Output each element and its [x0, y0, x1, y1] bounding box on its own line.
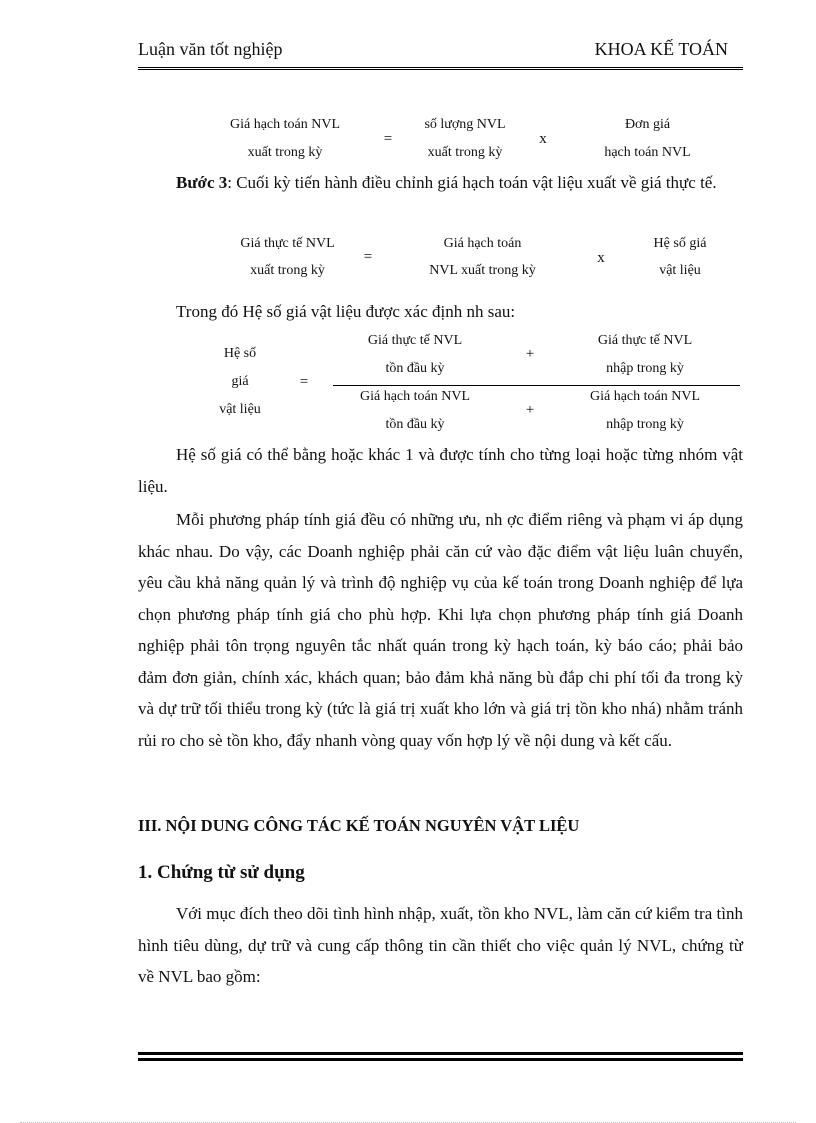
- f2-eq: =: [363, 249, 373, 265]
- f1-lhs-2: xuất trong kỳ: [247, 145, 323, 160]
- step3-text: : Cuối kỳ tiến hành điều chỉnh giá hạch toán vật liệu xuất về giá thực tế.: [227, 173, 717, 192]
- f1-lhs-1: Giá hạch toán NVL: [229, 117, 341, 132]
- f1-a-1: số lượng NVL: [424, 117, 506, 132]
- f3-eq: =: [299, 374, 309, 390]
- f2-a-1: Giá hạch toán: [443, 236, 522, 251]
- paragraph-methods: Mỗi phương pháp tính giá đều có những ưu, nh ợc điểm riêng và phạm vi áp dụng khác nhau. Do vậy, các Doanh nghiệp phải căn cứ vào đặc điểm vật liệu luân chuyển, yêu cầu khả năng quản lý và trình độ nghiệp vụ của kế toán trong Doanh nghiệp để lựa chọn phương pháp tính giá cho phù hợp. Khi lựa chọn phương pháp tính giá Doanh nghiệp phải tôn trọng nguyên tắc nhất quán trong kỳ hạch toán, kỳ báo cáo; phải bảo đảm đơn giản, chính xác, khách quan; bảo đảm khả năng bù đắp chi phí tối đa trong kỳ và dự trữ tối thiểu trong kỳ (tức là giá trị xuất kho lớn và giá trị tồn kho nhá) nhằm tránh rủi ro cho sè tồn kho, đẩy nhanh vòng quay vốn hợp lý về nội dung và kết cấu.: [138, 510, 743, 750]
- f2-lhs-1: Giá thực tế NVL: [240, 236, 335, 251]
- f1-b-1: Đơn giá: [624, 117, 671, 132]
- f3-num-a-2: tồn đầu kỳ: [385, 361, 445, 376]
- f3-lhs-2: giá: [231, 374, 249, 389]
- f2-b-2: vật liệu: [659, 263, 701, 278]
- header-rule: [138, 67, 743, 70]
- f3-den-b-2: nhập trong kỳ: [606, 417, 684, 432]
- f1-times: x: [539, 131, 547, 147]
- coef-intro: Trong đó Hệ số giá vật liệu được xác định nh sau:: [176, 302, 516, 321]
- f3-num-b-2: nhập trong kỳ: [606, 361, 684, 376]
- f3-den-b-1: Giá hạch toán NVL: [589, 389, 701, 404]
- f3-lhs-1: Hệ số: [223, 346, 257, 361]
- header-left: Luận văn tốt nghiệp: [138, 39, 283, 59]
- paragraph-documents: Với mục đích theo dõi tình hình nhập, xuất, tồn kho NVL, làm căn cứ kiểm tra tình hình tiêu dùng, dự trữ và cung cấp thông tin cần thiết cho việc quản lý NVL, chứng từ về NVL bao gồm:: [138, 904, 743, 986]
- f3-den-a-1: Giá hạch toán NVL: [359, 389, 471, 404]
- section-heading: III. NỘI DUNG CÔNG TÁC KẾ TOÁN NGUYÊN VẬT LIỆU: [138, 816, 580, 835]
- f2-a-2: NVL xuất trong kỳ: [429, 263, 536, 278]
- f3-num-a-1: Giá thực tế NVL: [367, 333, 463, 348]
- step3-label: Bước 3: [176, 173, 228, 192]
- f3-num-b-1: Giá thực tế NVL: [597, 333, 693, 348]
- f1-b-2: hạch toán NVL: [604, 145, 691, 160]
- f3-plus-top: +: [525, 346, 535, 362]
- f3-den-a-2: tồn đầu kỳ: [385, 417, 445, 432]
- f2-lhs-2: xuất trong kỳ: [250, 263, 325, 278]
- f3-lhs-3: vật liệu: [219, 402, 261, 417]
- fraction-bar: [333, 385, 740, 386]
- f2-b-1: Hệ số giá: [653, 236, 707, 251]
- paragraph-coef: Hệ số giá có thể bằng hoặc khác 1 và được tính cho từng loại hoặc từng nhóm vật liệu.: [138, 445, 743, 496]
- step3-paragraph: [138, 167, 743, 199]
- footer-rule-bottom: [138, 1058, 743, 1061]
- f1-a-2: xuất trong kỳ: [427, 145, 503, 160]
- f3-plus-bottom: +: [525, 402, 535, 418]
- f2-times: x: [597, 250, 605, 266]
- f1-eq: =: [383, 131, 393, 147]
- footer-rule-top: [138, 1052, 743, 1055]
- header-right: KHOA KẾ TOÁN: [594, 39, 728, 59]
- subsection-heading: 1. Chứng từ sử dụng: [138, 862, 305, 883]
